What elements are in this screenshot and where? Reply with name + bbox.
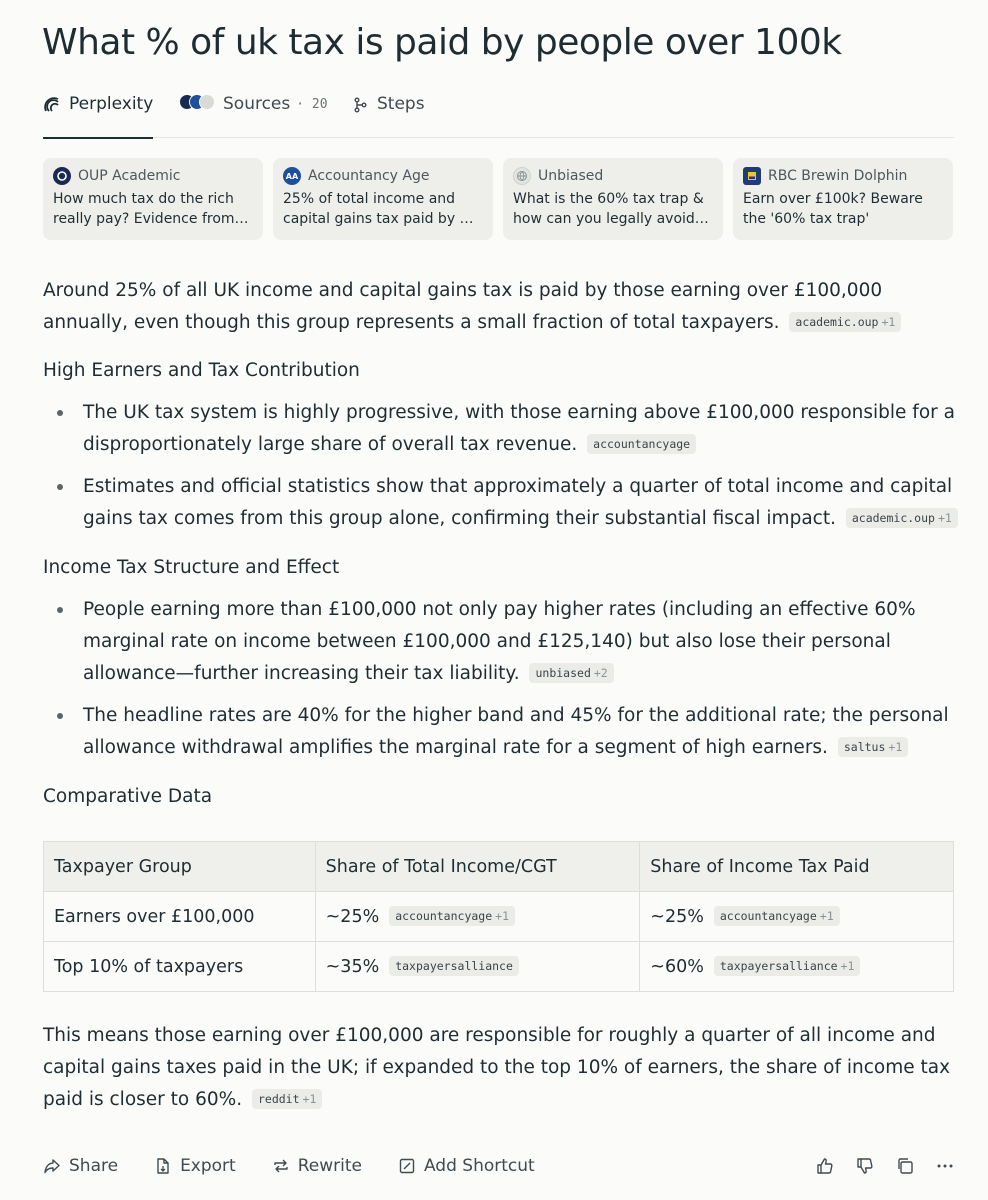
thumbs-down-icon[interactable] [855, 1156, 875, 1176]
source-card[interactable] [733, 158, 953, 240]
thumbs-up-icon[interactable] [815, 1156, 835, 1176]
page-title: What % of uk tax is paid by people over 100k [42, 22, 842, 63]
citation-badge[interactable] [789, 312, 901, 332]
citation-source: academic.oup [795, 315, 879, 329]
share-value: ~25% [650, 907, 704, 927]
list-item [43, 471, 958, 535]
table-cell [315, 892, 640, 942]
section-heading: Comparative Data [43, 786, 213, 807]
source-cards [43, 158, 953, 240]
citation-plus: +1 [888, 740, 903, 754]
source-title: How much tax do the rich really pay? Evidence from… [53, 191, 249, 227]
tab-steps[interactable] [353, 94, 425, 138]
copy-icon[interactable] [895, 1156, 915, 1176]
add-shortcut-button[interactable] [398, 1156, 535, 1176]
rewrite-button[interactable] [272, 1156, 362, 1176]
share-value: ~25% [325, 907, 380, 927]
citation-source: reddit [257, 1092, 300, 1106]
citation-source: taxpayersalliance [395, 959, 513, 973]
source-site: Accountancy Age [308, 168, 430, 184]
citation-source: academic.oup [851, 511, 935, 525]
citation-badge[interactable] [714, 906, 840, 926]
citation-badge[interactable] [529, 663, 613, 683]
section-heading: High Earners and Tax Contribution [43, 360, 360, 381]
citation-badge[interactable] [252, 1089, 322, 1109]
table-row [44, 942, 954, 992]
action-bar [43, 1150, 955, 1182]
steps-icon [353, 96, 369, 114]
citation-plus: +1 [840, 959, 855, 973]
table-cell [640, 942, 954, 992]
perplexity-logo-icon [43, 96, 61, 114]
table-header-row [44, 842, 954, 892]
citation-source: accountancyage [719, 909, 817, 923]
source-title: What is the 60% tax trap & how can you legally avoid… [513, 191, 709, 227]
rewrite-icon [272, 1157, 290, 1175]
citation-source: accountancyage [593, 437, 691, 451]
citation-plus: +1 [302, 1092, 317, 1106]
source-site: RBC Brewin Dolphin [768, 168, 908, 184]
rewrite-label: Rewrite [297, 1156, 362, 1176]
share-value: ~60% [650, 957, 704, 977]
source-site: Unbiased [538, 168, 604, 184]
list-item [43, 700, 958, 764]
citation-source: unbiased [535, 666, 591, 680]
source-site: OUP Academic [78, 168, 181, 184]
citation-source: accountancyage [395, 909, 493, 923]
citation-source: taxpayersalliance [719, 959, 838, 973]
citation-plus: +1 [819, 909, 834, 923]
citation-badge[interactable] [846, 508, 958, 528]
tab-perplexity-label: Perplexity [69, 94, 154, 114]
sources-count: · 20 [296, 97, 328, 112]
source-title: Earn over £100k? Beware the '60% tax trap' [743, 191, 923, 227]
rbc-logo-icon [743, 167, 761, 185]
citation-badge[interactable] [389, 906, 515, 926]
citation-badge[interactable] [714, 956, 861, 976]
share-value: ~35% [325, 957, 380, 977]
citation-badge[interactable] [838, 737, 908, 757]
globe-icon [513, 167, 531, 185]
citation-plus: +1 [937, 511, 952, 525]
bullet-text: The UK tax system is highly progressive, with those earning above £100,000 responsible for a disproportionately large share of overall tax revenue. [83, 402, 955, 455]
add-shortcut-label: Add Shortcut [423, 1156, 535, 1176]
share-label: Share [69, 1156, 119, 1176]
citation-source: saltus [843, 740, 886, 754]
bullet-text: People earning more than £100,000 not only pay higher rates (including an effective 60% marginal rate on income between £100,000 and £125,140) but also lose their personal allowance—further increasing their tax liability. [83, 599, 916, 684]
intro-paragraph [43, 275, 958, 339]
bullet-list [43, 594, 958, 774]
share-button[interactable] [43, 1156, 118, 1176]
tab-perplexity[interactable] [43, 94, 153, 138]
bullet-list [43, 397, 958, 545]
source-card[interactable] [273, 158, 493, 240]
comparison-table [43, 841, 954, 992]
accountancy-age-logo-icon: AA [283, 167, 301, 185]
column-header: Share of Total Income/CGT [315, 842, 640, 892]
section-heading: Income Tax Structure and Effect [43, 557, 340, 578]
bullet-text: Estimates and official statistics show that approximately a quarter of total income and capital gains tax comes from this group alone, confirming their substantial fiscal impact. [83, 476, 953, 529]
column-header: Share of Income Tax Paid [640, 842, 954, 892]
table-row [44, 892, 954, 942]
table-cell [640, 892, 954, 942]
source-card[interactable] [43, 158, 263, 240]
citation-plus: +1 [881, 315, 896, 329]
tab-steps-label: Steps [377, 94, 425, 114]
citation-plus: +1 [495, 909, 509, 923]
list-item [43, 397, 958, 461]
conclusion-text: This means those earning over £100,000 are responsible for roughly a quarter of all income and capital gains taxes paid in the UK; if expanded to the top 10% of earners, the share of income tax paid is closer to 60%. [43, 1025, 951, 1110]
citation-plus: +2 [593, 666, 608, 680]
list-item [43, 594, 958, 690]
source-card[interactable] [503, 158, 723, 240]
export-icon [154, 1157, 172, 1175]
bullet-text: The headline rates are 40% for the higher band and 45% for the additional rate; the personal allowance withdrawal amplifies the marginal rate for a segment of high earners. [83, 705, 949, 758]
table-cell [315, 942, 640, 992]
citation-badge[interactable] [389, 956, 519, 976]
conclusion-paragraph [43, 1020, 958, 1116]
citation-badge[interactable] [587, 434, 696, 454]
table-cell: Earners over £100,000 [44, 892, 316, 942]
tab-bar [43, 88, 954, 138]
export-button[interactable] [154, 1156, 236, 1176]
shortcut-icon [398, 1157, 416, 1175]
intro-text: Around 25% of all UK income and capital gains tax is paid by those earning over £100,000 annually, even though this group represents a small fraction of total taxpayers. [43, 280, 883, 333]
table-cell: Top 10% of taxpayers [44, 942, 316, 992]
source-favicons-icon [179, 94, 215, 110]
export-label: Export [180, 1156, 236, 1176]
tab-sources[interactable] [179, 94, 328, 138]
share-icon [43, 1157, 61, 1175]
column-header: Taxpayer Group [44, 842, 316, 892]
source-title: 25% of total income and capital gains tax paid by … [283, 191, 474, 227]
more-options-icon[interactable] [935, 1156, 955, 1176]
tab-sources-label: Sources [223, 94, 291, 114]
oup-logo-icon [53, 167, 71, 185]
